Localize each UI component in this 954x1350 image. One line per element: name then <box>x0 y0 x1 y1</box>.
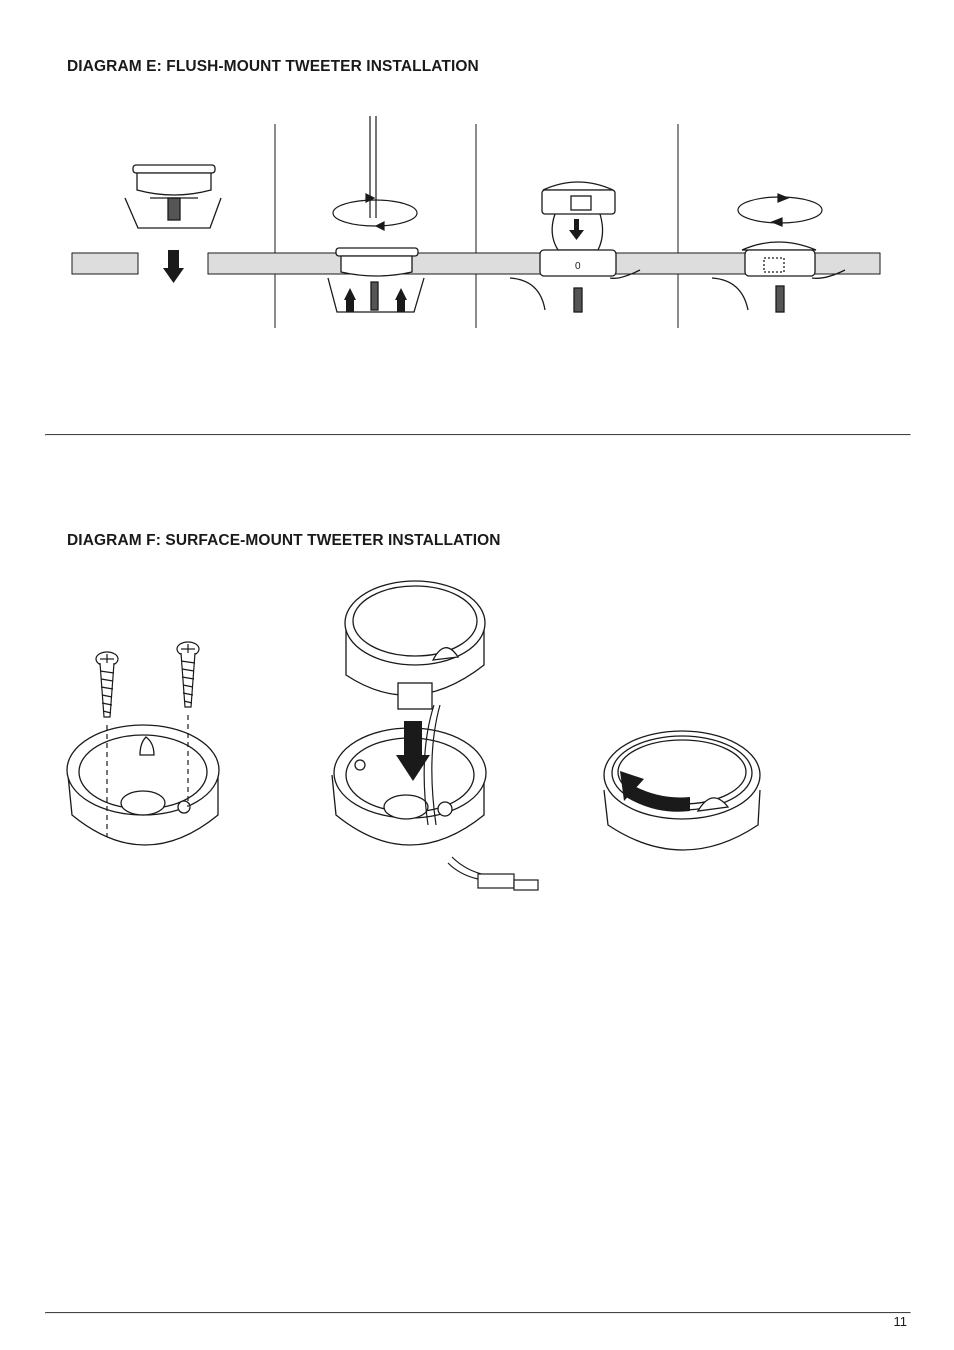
step3-tweeter <box>510 182 640 312</box>
section-divider <box>45 434 911 436</box>
page-number: 11 <box>893 1314 907 1329</box>
screw-icon <box>96 652 118 717</box>
step-dividers <box>275 124 678 328</box>
step2-tweeter <box>328 248 424 312</box>
step1-base-cup <box>67 725 219 845</box>
diagram-e-heading: DIAGRAM E: FLUSH-MOUNT TWEETER INSTALLATION <box>67 58 479 75</box>
footer-divider <box>45 1312 911 1314</box>
diagram-f-illustration <box>0 575 954 905</box>
diagram-f-heading: DIAGRAM F: SURFACE-MOUNT TWEETER INSTALLATION <box>67 532 501 549</box>
svg-text:0: 0 <box>575 261 581 272</box>
diagram-e-illustration <box>0 110 954 340</box>
step1-tweeter <box>125 165 221 228</box>
arrow-down-icon <box>163 250 184 283</box>
wire-connector-icon <box>478 874 538 890</box>
step2-screwdriver <box>333 116 417 230</box>
step2-tweeter-top <box>345 581 485 709</box>
arrow-down-icon <box>569 219 584 240</box>
screw-icon <box>177 642 199 707</box>
step4-rotate <box>738 194 822 226</box>
